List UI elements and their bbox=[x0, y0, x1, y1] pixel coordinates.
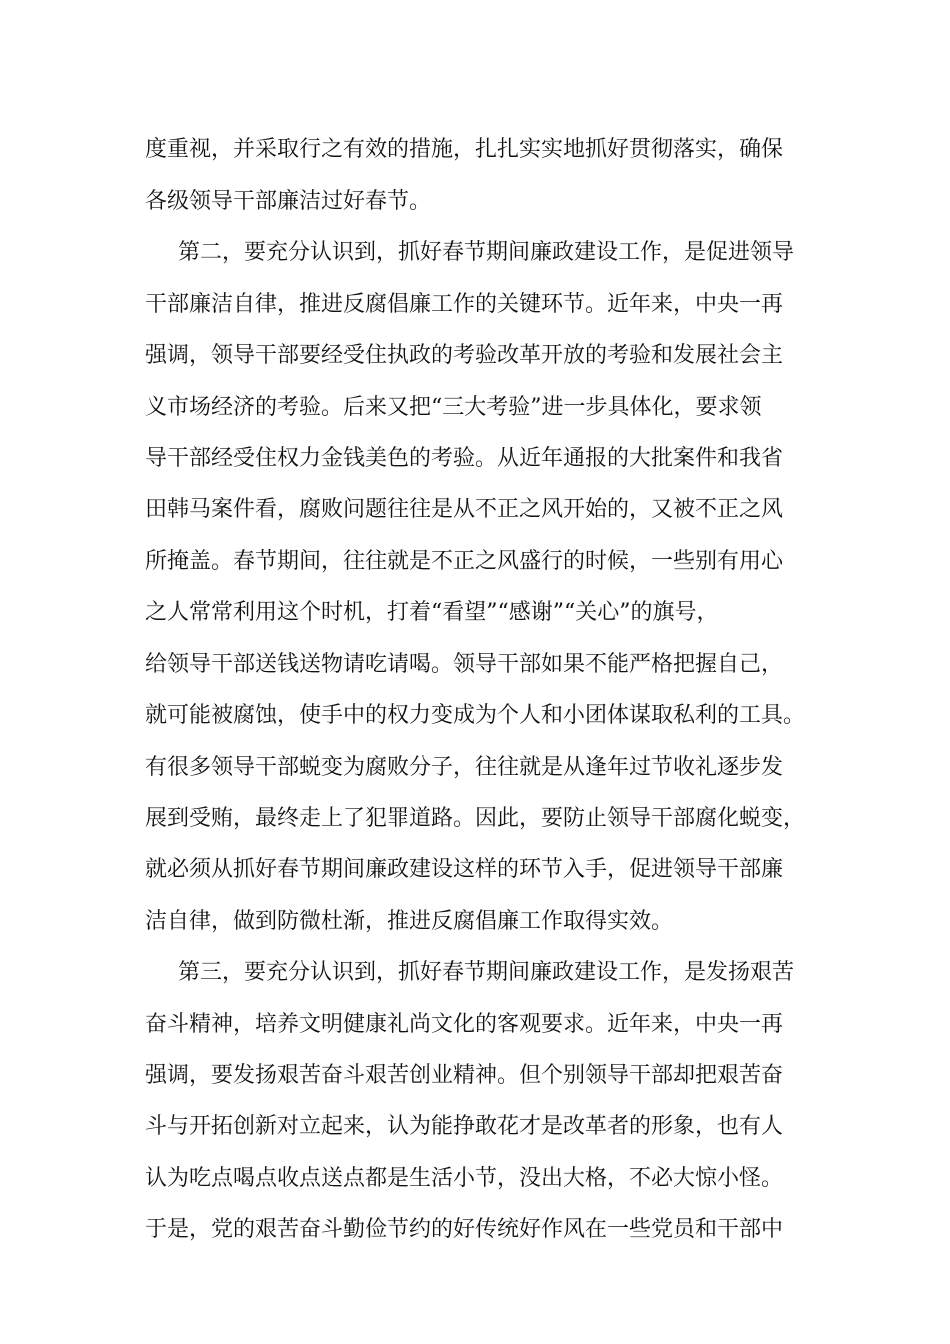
text-line: 认为吃点喝点收点送点都是生活小节，没出大格，不必大惊小怪。 bbox=[145, 1166, 784, 1191]
text-line: 义市场经济的考验。后来又把“三大考验”进一步具体化，要求领 bbox=[145, 395, 762, 420]
text-line: 有很多领导干部蜕变为腐败分子，往往就是从逢年过节收礼逐步发 bbox=[145, 755, 784, 780]
text-line: 就必须从抓好春节期间廉政建设这样的环节入手，促进领导干部廉 bbox=[145, 857, 784, 882]
text-line: 给领导干部送钱送物请吃请喝。领导干部如果不能严格把握自己， bbox=[145, 652, 784, 677]
text-line: 强调，领导干部要经受住执政的考验改革开放的考验和发展社会主 bbox=[145, 343, 784, 368]
text-line: 斗与开拓创新对立起来，认为能挣敢花才是改革者的形象，也有人 bbox=[145, 1114, 784, 1139]
text-line: 强调，要发扬艰苦奋斗艰苦创业精神。但个别领导干部却把艰苦奋 bbox=[145, 1063, 784, 1088]
text-line: 之人常常利用这个时机，打着“看望”“感谢”“关心”的旗号， bbox=[145, 600, 719, 625]
text-line: 各级领导干部廉洁过好春节。 bbox=[145, 189, 432, 214]
text-line: 导干部经受住权力金钱美色的考验。从近年通报的大批案件和我省 bbox=[145, 446, 784, 471]
paragraph-start-line: 第三，要充分认识到，抓好春节期间廉政建设工作，是发扬艰苦 bbox=[178, 960, 795, 985]
text-line: 田韩马案件看，腐败问题往往是从不正之风开始的，又被不正之风 bbox=[145, 497, 784, 522]
text-line: 奋斗精神，培养文明健康礼尚文化的客观要求。近年来，中央一再 bbox=[145, 1012, 784, 1037]
paragraph-start-line: 第二，要充分认识到，抓好春节期间廉政建设工作，是促进领导 bbox=[178, 240, 795, 265]
text-line: 洁自律，做到防微杜渐，推进反腐倡廉工作取得实效。 bbox=[145, 909, 674, 934]
text-line: 就可能被腐蚀，使手中的权力变成为个人和小团体谋取私利的工具。 bbox=[145, 703, 806, 728]
text-line: 干部廉洁自律，推进反腐倡廉工作的关键环节。近年来，中央一再 bbox=[145, 292, 784, 317]
text-line: 度重视，并采取行之有效的措施，扎扎实实地抓好贯彻落实，确保 bbox=[145, 137, 784, 162]
text-line: 所掩盖。春节期间，往往就是不正之风盛行的时候，一些别有用心 bbox=[145, 549, 784, 574]
text-line: 于是，党的艰苦奋斗勤俭节约的好传统好作风在一些党员和干部中 bbox=[145, 1217, 784, 1242]
text-line: 展到受贿，最终走上了犯罪道路。因此，要防止领导干部腐化蜕变， bbox=[145, 806, 806, 831]
